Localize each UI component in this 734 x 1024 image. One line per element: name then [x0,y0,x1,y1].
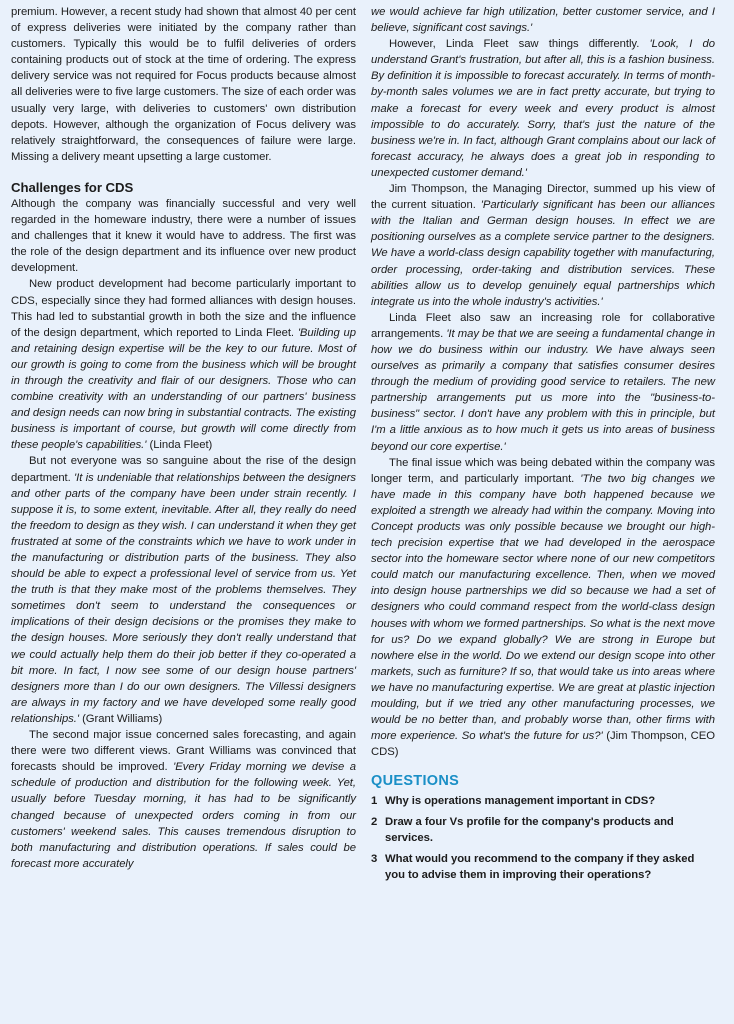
paragraph-challenges-intro: Although the company was financially successful and very well regarded in the homeware industry, there were a number of issues and challenges that it knew it would have to address. The first was the role of the design department and its influence over new product development. [11,197,356,275]
question-text: Draw a four Vs profile for the company's products and services. [385,816,674,845]
paragraph-jim-thompson-view [371,181,715,310]
paragraph-new-product-development [11,276,356,453]
text-run: But not everyone was so sanguine about the rise of the design department. [11,455,356,484]
text-run: New product development had become particularly important to CDS, especially since they had formed alliances with design houses. This had led to substantial growth in both the size and the influence of the design department, which reported to Linda Fleet. [11,278,356,339]
text-run: Linda Fleet also saw an increasing role for collaborative arrangements. [371,311,715,340]
section-heading-challenges: Challenges for CDS [11,179,134,195]
quote-alliances: 'Particularly significant has been our alliances with the Italian and German design houses. In effect we are positioning ourselves as a complete service partner to the designers. We have a world-class design capability together with manufacturing, order processing, order-taking and distribution services. These abilities allow us to develop genuinely equal partnerships which integrate us into the whole industry's activities.' [371,199,715,308]
attribution: (Grant Williams) [78,712,163,725]
text-run: Jim Thompson, the Managing Director, summed up his view of the current situation. [371,183,715,212]
question-item [371,851,715,883]
paragraph-collaborative [371,310,715,455]
paragraph-final-issue [371,455,715,761]
attribution: (Jim Thompson, CEO CDS) [371,730,715,759]
paragraph-sales-forecasting [11,727,356,872]
question-item [371,793,715,809]
left-column [11,4,356,872]
quote-partnerships: 'It may be that we are seeing a fundamental change in how we do business within our industry. We have always seen ourselves as primarily a company that satisfies consumer desires through the medium of providing good service to retailers. The new partnership arrangements put us more into the "business-to-business" sector. I don't have any problem with this in principle, but I'm a little anxious as to how much it gets us into areas of business beyond our core expertise.' [371,327,716,453]
questions-heading: QUESTIONS [371,773,460,790]
text-run: However, Linda Fleet saw things differently. [389,38,650,51]
question-number: 2 [371,816,378,829]
paragraph-design-department [11,453,356,727]
question-number: 3 [371,853,378,866]
question-text: What would you recommend to the company if they asked you to advise them in improving their operations? [385,853,695,882]
question-text: Why is operations management important in CDS? [385,795,656,808]
quote-future: 'The two big changes we have made in this company have both happened because we exploited a strength we already had within the company. Moving into Concept products was only possible because we brought our high-tech precision expertise that we had developed in the aerospace sector into the homeware sector where none of our new competitors could match our manufacturing excellence. Then, when we moved into design house partnerships we did so because we had a set of designers who could command respect from the world-class design houses with whom we formed partnerships. So what is the next move for us? Do we expand globally? We are strong in Europe but nowhere else in the world. Do we extend our design scope into other markets, such as furniture? If so, that would take us into areas where we have no manufacturing expertise. We are great at plastic injection moulding, but if we tried any other manufacturing processes, we would be no better than, and probably worse than, other firms with more experience. So what's the future for us?' [371,472,715,743]
text-run: The second major issue concerned sales forecasting, and again there were two different views. Grant Williams was convinced that forecasts should be improved. [11,729,356,774]
attribution: (Linda Fleet) [146,439,213,452]
paragraph-linda-fleet-view [371,36,715,181]
question-item [371,814,715,846]
quote-grant-williams: 'It is undeniable that relationships between the designers and other parts of the company have been under strain recently. I suppose it is, to some extent, inevitable. After all, they really do need the freedom to design as they wish. I can understand it when they get frustrated at some of the constraints which we have to work under in the manufacturing or distribution parts of the business. They also should be able to expect a professional level of service from us. Yet the truth is that they make most of the problems themselves. They sometimes don't seem to understand the consequences or implications of their design decisions or the promises they make to the design houses. More seriously they don't really understand that we could actually help them do their job better if they co-operated a bit more. In fact, I now see some of our design house partners' designers more than I do our own designers. The Villessi designers are always in my factory and we have developed some really good relationships.' [11,471,356,725]
question-number: 1 [371,795,378,808]
paragraph-express-delivery: premium. However, a recent study had shown that almost 40 per cent of express deliveries were initiated by the company rather than customers. Typically this would be to fulfil deliveries of orders containing products out of stock at the time of ordering. The express delivery service was not required for Focus products because almost all deliveries were to five large customers. The size of each order was usually very large, with deliveries to customers' own distribution depots. However, although the organization of Focus delivery was relatively straightforward, the consequences of failure were large. Missing a delivery meant upsetting a large customer. [11,6,356,163]
text-run: The final issue which was being debated within the company was longer term, and particularly important. [371,456,715,485]
quote-linda-fleet: 'Building up and retaining design expertise will be the key to our future. Most of our growth is going to come from the business which will be brought in through the creativity and flair of our designers. Those who can combine creativity with an understanding of our partners' business and design needs can now bring in substantial contracts. The existing business is important of course, but growth will come directly from these people's capabilities.' [11,326,357,452]
quote-forecast: 'Every Friday morning we devise a schedule of production and distribution for the following week. Yet, usually before Tuesday morning, it has had to be significantly changed because of unexpected orders coming in from our customers' weekend sales. This causes tremendous disruption to both manufacturing and distribution operations. If sales could be forecast more accurately [11,761,357,870]
paragraph-quote-continued: we would achieve far high utilization, better customer service, and I believe, significant cost savings.' [371,6,715,35]
right-column [371,4,715,888]
quote-fashion-business: 'Look, I do understand Grant's frustration, but after all, this is a fashion business. By definition it is impossible to forecast accurately. In terms of month-by-month sales volumes we are in fact pretty accurate, but trying to make a forecast for every week and every product is almost impossible to do accurately. Sorry, that's just the nature of the business we're in. In fact, although Grant complains about our lack of forecast accuracy, he always does a great job in responding to unexpected customer demand.' [371,38,715,179]
